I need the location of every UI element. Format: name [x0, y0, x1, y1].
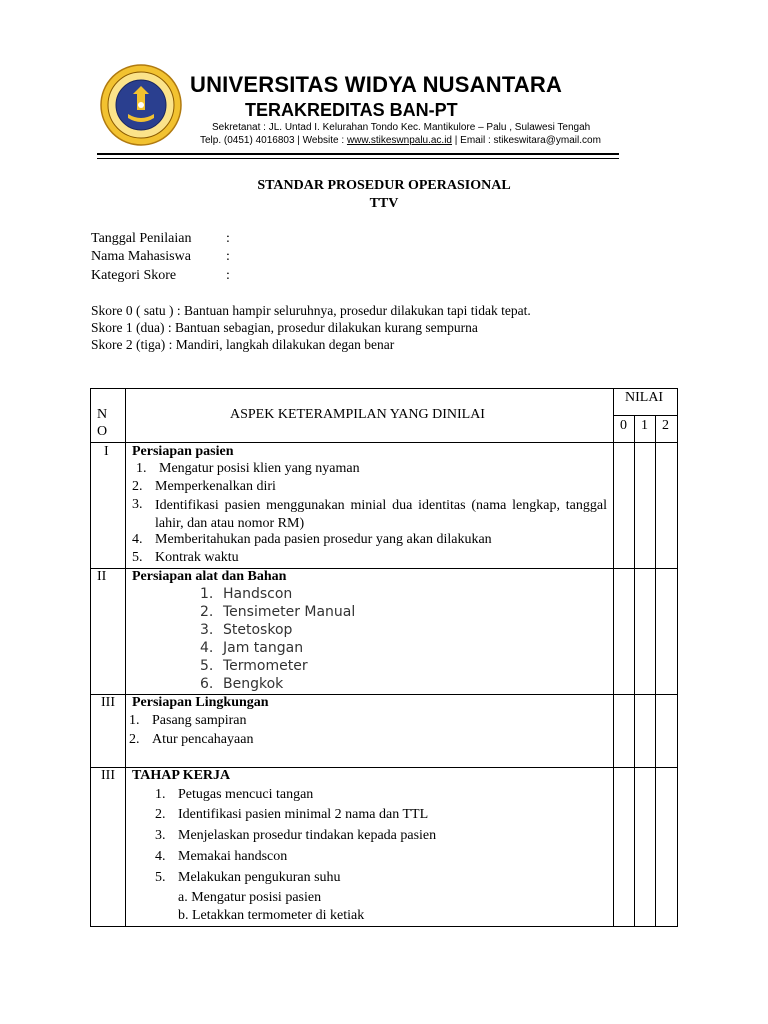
item-number: 4.: [200, 640, 214, 656]
item-number: 1.: [155, 787, 166, 802]
info-colon: :: [226, 268, 230, 283]
header-rule-thin: [97, 158, 619, 159]
document-subtitle: TTV: [369, 196, 399, 211]
sub-item-text: a. Mengatur posisi pasien: [178, 890, 322, 905]
item-number: 2.: [155, 807, 166, 822]
section-heading: Persiapan alat dan Bahan: [132, 569, 287, 584]
item-number: 1.: [200, 586, 214, 602]
contact-mid: | Email :: [452, 135, 494, 146]
item-text: Tensimeter Manual: [223, 604, 356, 620]
section-number: II: [97, 569, 107, 584]
contact-prefix: Telp. (0451) 4016803 | Website :: [200, 135, 347, 146]
item-text: Menjelaskan prosedur tindakan kepada pasien: [178, 828, 437, 843]
item-text: Handscon: [223, 586, 293, 602]
item-number: 2.: [200, 604, 214, 620]
item-number: 1.: [129, 713, 140, 728]
info-colon: :: [226, 249, 230, 264]
no-header-2: O: [97, 424, 108, 439]
section-heading: Persiapan Lingkungan: [132, 695, 269, 710]
item-text: Mengatur posisi klien yang nyaman: [159, 461, 360, 476]
info-label-kategori: Kategori Skore: [91, 268, 177, 283]
accreditation-text: TERAKREDITAS BAN-PT: [245, 100, 458, 120]
website-link[interactable]: www.stikeswnpalu.ac.id: [346, 135, 452, 146]
item-number: 2.: [132, 479, 143, 494]
nilai-col-1: 1: [641, 418, 648, 433]
email-text: stikeswitara@ymail.com: [493, 135, 601, 146]
item-number: 3.: [155, 828, 166, 843]
item-number: 5.: [200, 658, 214, 674]
aspect-header: ASPEK KETERAMPILAN YANG DINILAI: [230, 407, 485, 422]
score-legend-1: Skore 1 (dua) : Bantuan sebagian, prosedur dilakukan kurang sempurna: [91, 320, 478, 335]
item-number: 4.: [155, 849, 166, 864]
section-number: I: [104, 444, 109, 459]
item-text: Jam tangan: [223, 640, 304, 656]
header-rule-thick: [97, 153, 619, 155]
item-text: Memakai handscon: [178, 849, 288, 864]
document-title: STANDAR PROSEDUR OPERASIONAL: [257, 178, 511, 193]
item-number: 1.: [136, 461, 147, 476]
item-number: 5.: [132, 550, 143, 565]
item-text: Atur pencahayaan: [152, 732, 254, 747]
score-legend-2: Skore 2 (tiga) : Mandiri, langkah dilakukan degan benar: [91, 337, 395, 352]
nilai-col-2: 2: [662, 418, 669, 433]
item-text: Termometer: [223, 658, 308, 674]
sub-item-text: b. Letakkan termometer di ketiak: [178, 908, 365, 923]
item-text: Stetoskop: [223, 622, 293, 638]
item-number: 4.: [132, 532, 143, 547]
item-text: Identifikasi pasien menggunakan minial dua identitas (nama lengkap, tanggal lahir, dan atau nomor RM): [155, 498, 607, 531]
address-line: Sekretanat : JL. Untad I. Kelurahan Tondo Kec. Mantikulore – Palu , Sulawesi Tengah: [212, 122, 591, 133]
item-number: 5.: [155, 870, 166, 885]
info-colon: :: [226, 231, 230, 246]
assessment-table: [90, 388, 678, 927]
item-number: 3.: [200, 622, 214, 638]
item-text: Memberitahukan pada pasien prosedur yang akan dilakukan: [155, 532, 492, 547]
info-label-nama: Nama Mahasiswa: [91, 249, 191, 264]
info-label-tanggal: Tanggal Penilaian: [91, 231, 192, 246]
nilai-col-0: 0: [620, 418, 627, 433]
item-text: Melakukan pengukuran suhu: [178, 870, 341, 885]
score-legend-0: Skore 0 ( satu ) : Bantuan hampir seluruhnya, prosedur dilakukan tapi tidak tepat.: [91, 303, 531, 318]
item-number: 2.: [129, 732, 140, 747]
item-number: 6.: [200, 676, 214, 692]
item-text: Kontrak waktu: [155, 550, 239, 565]
contact-line: [200, 135, 601, 146]
nilai-header: NILAI: [625, 390, 664, 405]
university-seal-logo: [100, 64, 182, 146]
item-text: Petugas mencuci tangan: [178, 787, 314, 802]
item-text: Identifikasi pasien minimal 2 nama dan TTL: [178, 807, 429, 822]
no-header: N: [97, 407, 108, 422]
item-text: Memperkenalkan diri: [155, 479, 276, 494]
item-text: Pasang sampiran: [152, 713, 247, 728]
section-number: III: [101, 695, 115, 710]
section-number: III: [101, 768, 115, 783]
section-heading: Persiapan pasien: [132, 444, 234, 459]
section-heading: TAHAP KERJA: [132, 768, 231, 783]
item-number: 3.: [132, 497, 143, 512]
university-name: UNIVERSITAS WIDYA NUSANTARA: [190, 72, 563, 97]
item-text: Bengkok: [223, 676, 284, 692]
